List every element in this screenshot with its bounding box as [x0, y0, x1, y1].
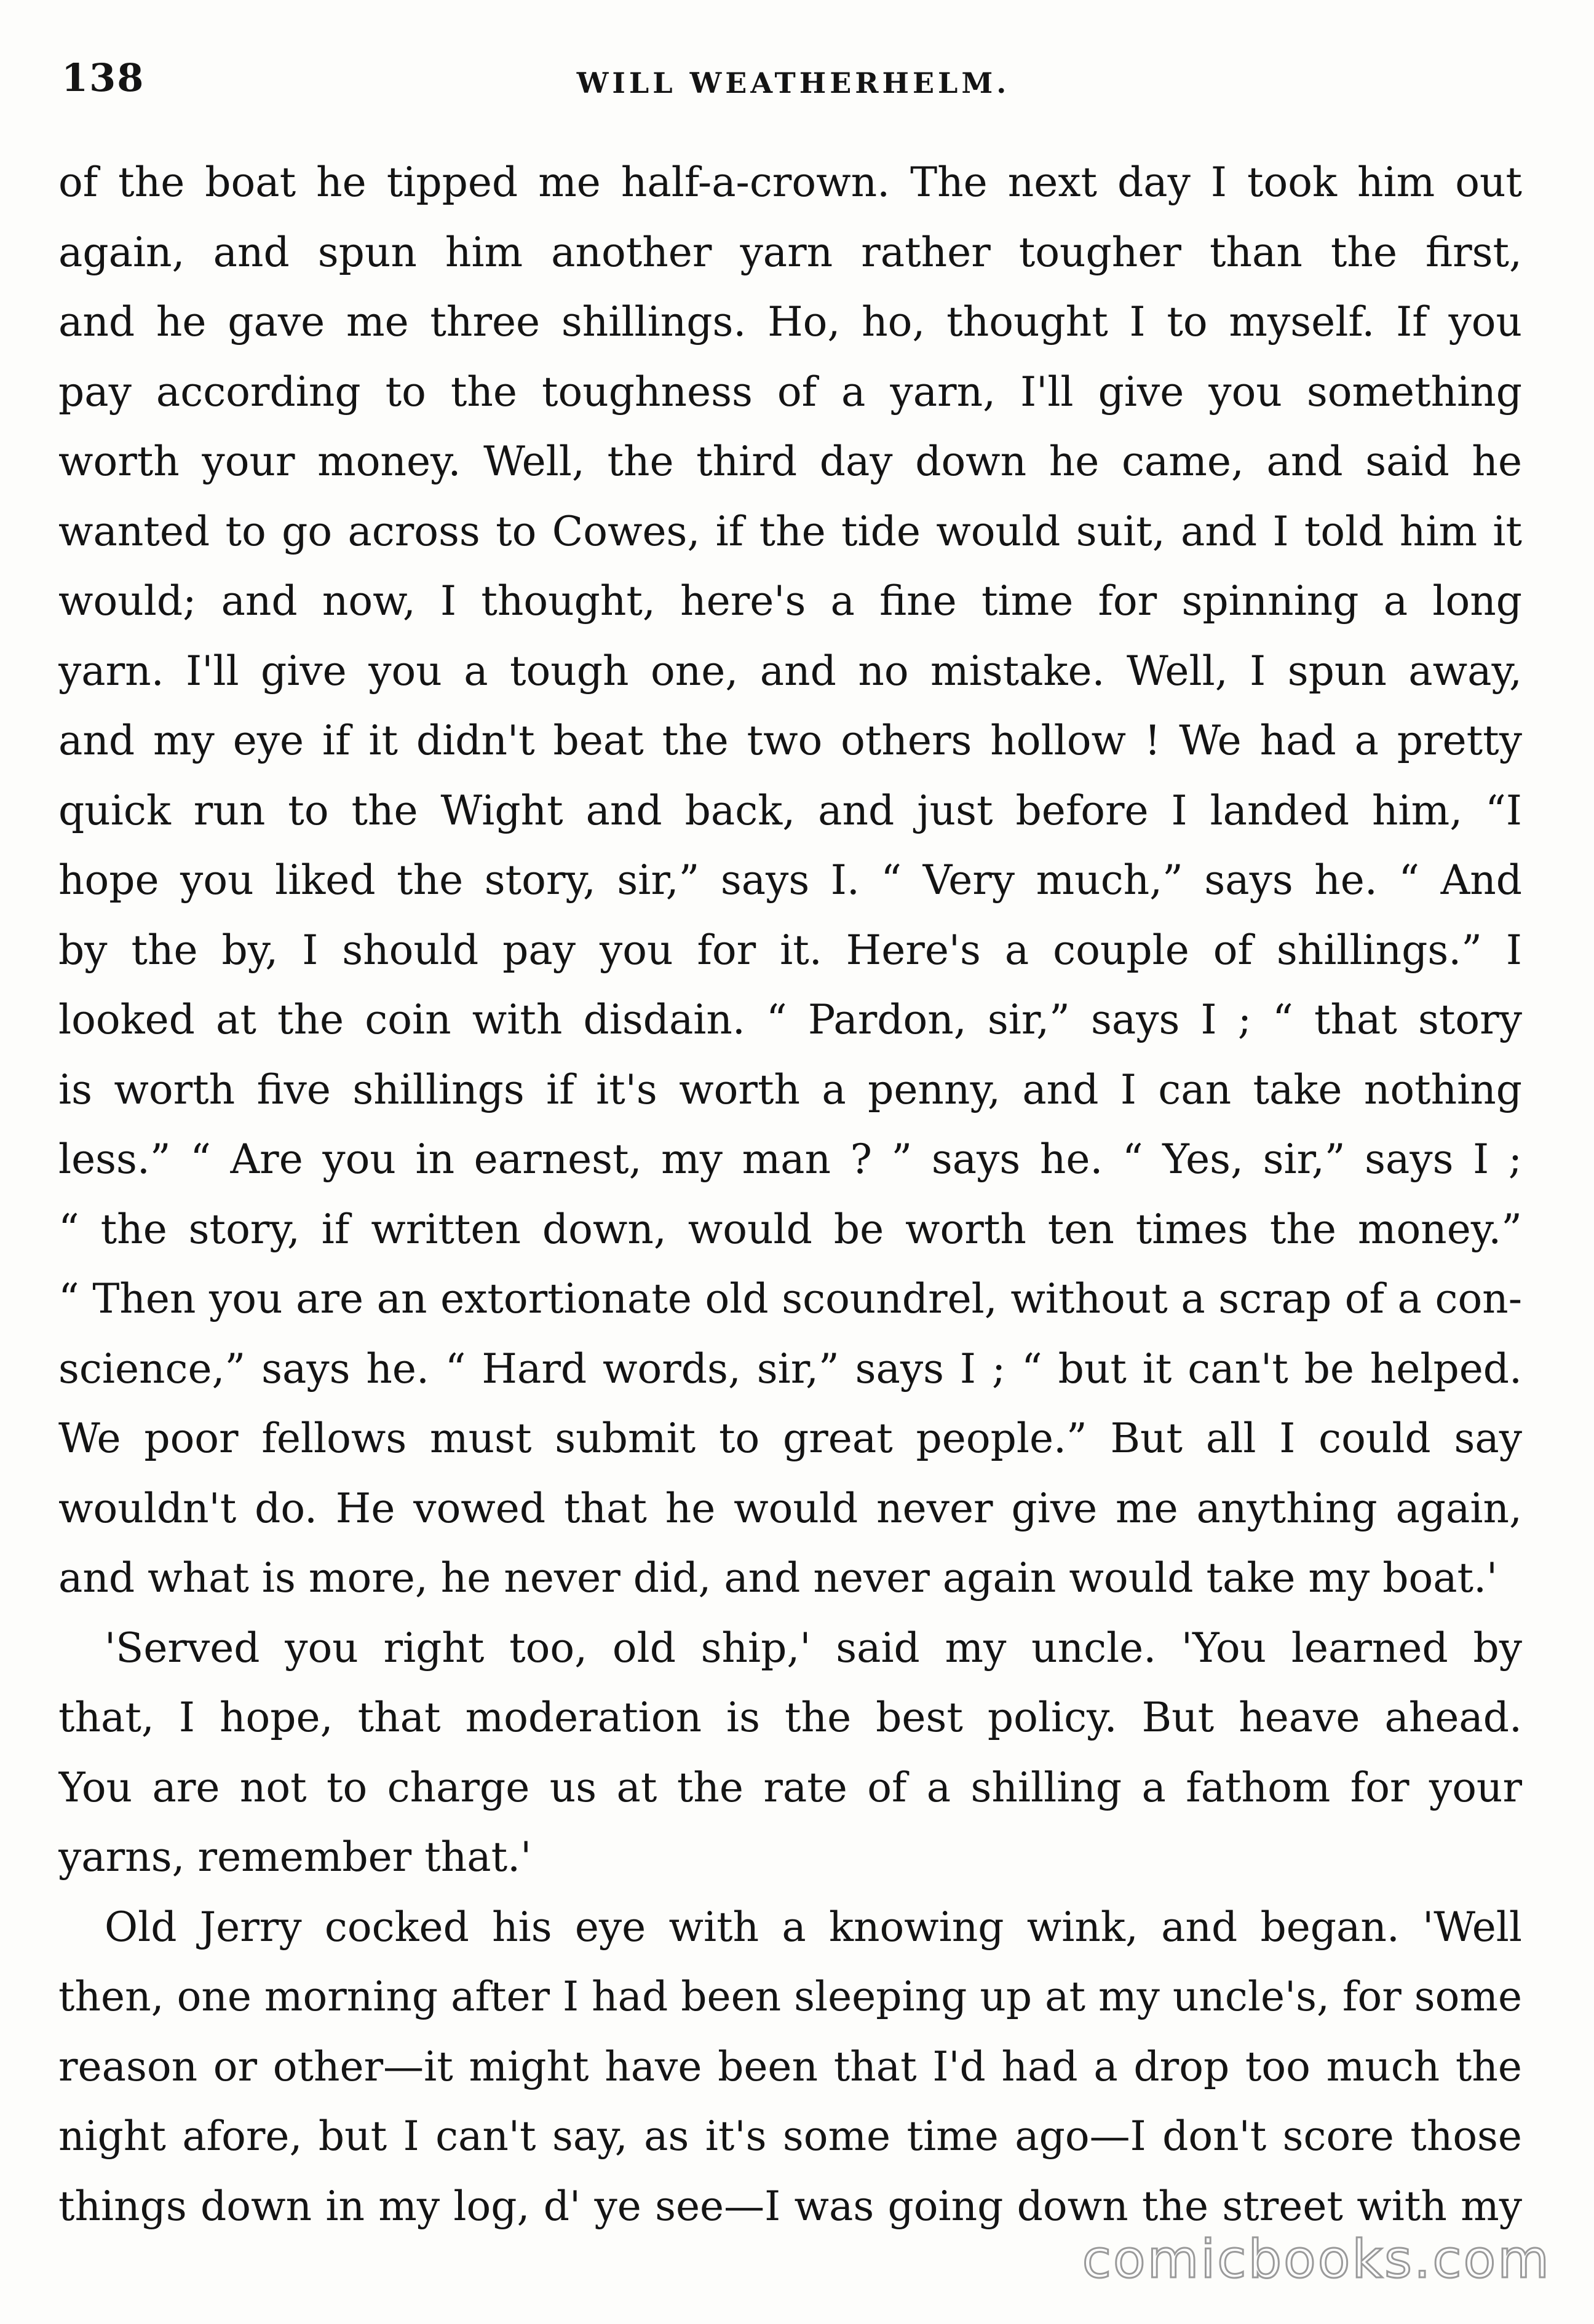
text-line: would; and now, I thought, here's a fine time for spinning a long — [58, 577, 1522, 625]
text-line: things down in my log, d' ye see—I was going down the street with my — [58, 2182, 1522, 2230]
watermark: comicbooks.com — [1082, 2229, 1551, 2290]
text-line: and my eye if it didn't beat the two others hollow ! We had a pretty — [58, 717, 1522, 764]
text-line: “ Then you are an extortionate old scoundrel, without a scrap of a con- — [58, 1275, 1522, 1322]
text-line: looked at the coin with disdain. “ Pardon, sir,” says I ; “ that story — [58, 996, 1522, 1043]
text-line: Old Jerry cocked his eye with a knowing wink, and began. 'Well — [105, 1903, 1522, 1951]
text-line: again, and spun him another yarn rather tougher than the first, — [58, 228, 1522, 276]
page-header — [55, 55, 1531, 111]
body-text — [58, 148, 1522, 2241]
running-title: WILL WEATHERHELM. — [576, 66, 1010, 100]
text-line: pay according to the toughness of a yarn, I'll give you something — [58, 368, 1522, 416]
text-line: You are not to charge us at the rate of a shilling a fathom for your — [58, 1763, 1522, 1811]
text-line: then, one morning after I had been sleeping up at my uncle's, for some — [58, 1973, 1522, 2020]
text-line: yarns, remember that.' — [58, 1833, 532, 1881]
text-line: by the by, I should pay you for it. Here's a couple of shillings.” I — [58, 926, 1522, 974]
text-line: We poor fellows must submit to great people.” But all I could say — [58, 1415, 1522, 1462]
text-line: hope you liked the story, sir,” says I. “ Very much,” says he. “ And — [58, 856, 1522, 904]
text-line: of the boat he tipped me half-a-crown. The next day I took him out — [58, 159, 1522, 206]
text-line: wanted to go across to Cowes, if the tide would suit, and I told him it — [58, 507, 1522, 555]
text-line: reason or other—it might have been that I'd had a drop too much the — [58, 2042, 1522, 2090]
text-line: that, I hope, that moderation is the best policy. But heave ahead. — [58, 1694, 1522, 1741]
text-line: science,” says he. “ Hard words, sir,” says I ; “ but it can't be helped. — [58, 1345, 1522, 1393]
text-line: 'Served you right too, old ship,' said my uncle. 'You learned by — [105, 1624, 1522, 1672]
text-line: and what is more, he never did, and never again would take my boat.' — [58, 1554, 1498, 1602]
text-line: wouldn't do. He vowed that he would never give me anything again, — [58, 1484, 1522, 1532]
text-line: “ the story, if written down, would be worth ten times the money.” — [58, 1205, 1522, 1253]
text-line: is worth five shillings if it's worth a penny, and I can take nothing — [58, 1065, 1522, 1113]
page-number: 138 — [61, 55, 145, 100]
text-line: night afore, but I can't say, as it's some time ago—I don't score those — [58, 2113, 1522, 2160]
text-line: yarn. I'll give you a tough one, and no mistake. Well, I spun away, — [58, 647, 1522, 695]
text-line: worth your money. Well, the third day down he came, and said he — [58, 438, 1522, 485]
text-line: quick run to the Wight and back, and just before I landed him, “I — [58, 786, 1522, 834]
text-line: and he gave me three shillings. Ho, ho, thought I to myself. If you — [58, 298, 1522, 346]
text-line: less.” “ Are you in earnest, my man ? ” says he. “ Yes, sir,” says I ; — [58, 1136, 1522, 1183]
